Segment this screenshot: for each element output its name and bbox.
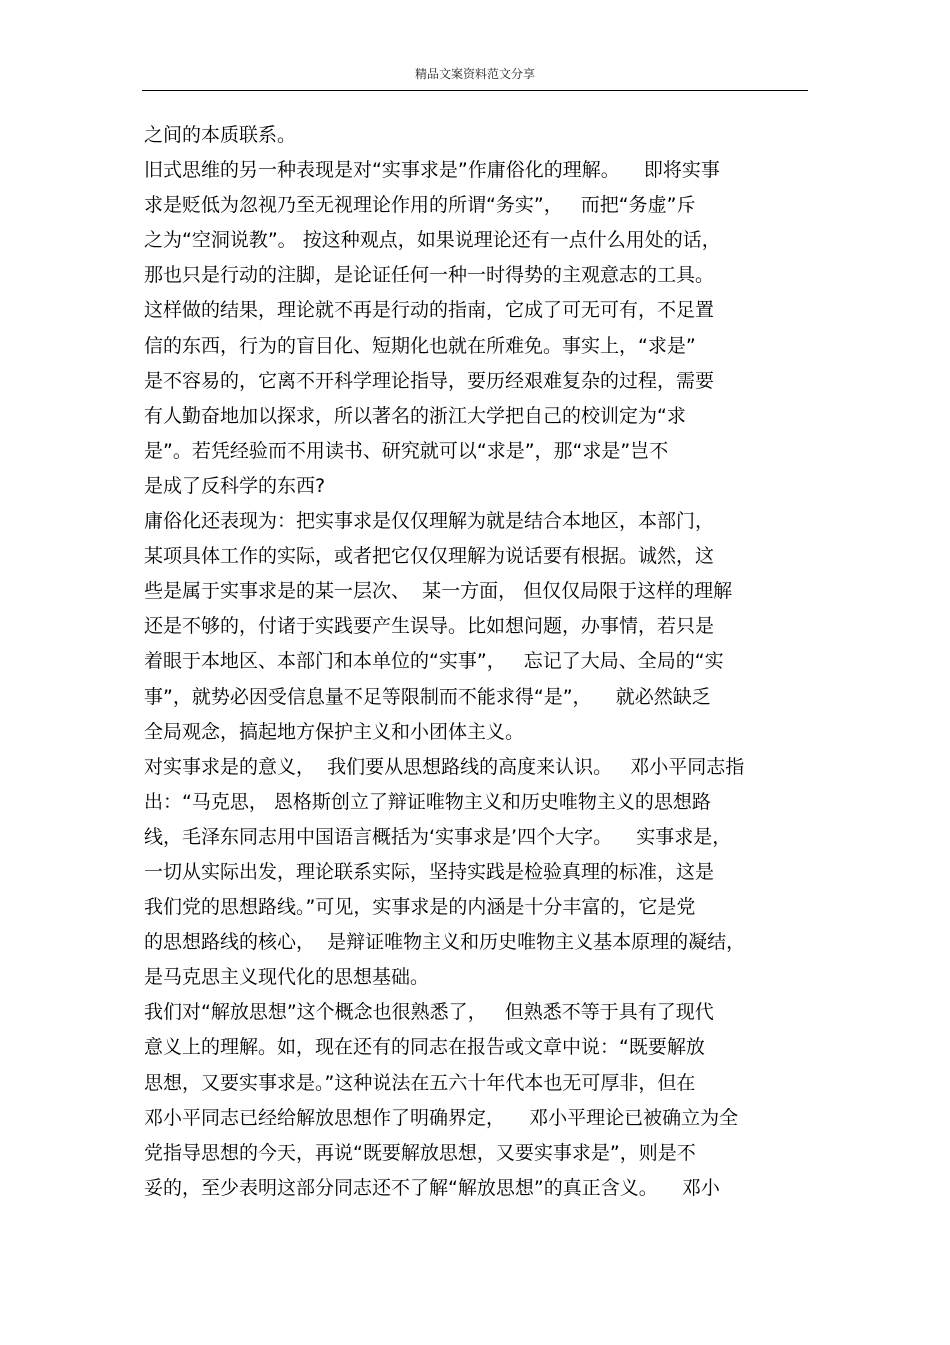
text-line: 信的东西，行为的盲目化、短期化也就在所难免。事实上，“求是” — [144, 334, 696, 357]
text-line: 是”。若凭经验而不用读书、研究就可以“求是”，那“求是”岂不 — [144, 439, 669, 462]
text-line: 是成了反科学的东西? — [144, 474, 326, 497]
text-line: 着眼于本地区、本部门和本单位的“实事”， 忘记了大局、全局的“实 — [144, 650, 724, 673]
header-divider — [142, 90, 808, 91]
text-line: 党指导思想的今天，再说“既要解放思想，又要实事求是”，则是不 — [144, 1141, 696, 1164]
text-line: 那也只是行动的注脚，是论证任何一种一时得势的主观意志的工具。 — [144, 264, 715, 287]
text-line: 有人勤奋地加以探求，所以著名的浙江大学把自己的校训定为“求 — [144, 404, 686, 427]
text-line: 求是贬低为忽视乃至无视理论作用的所谓“务实”， 而把“务虚”斥 — [144, 194, 696, 217]
text-line: 全局观念，搞起地方保护主义和小团体主义。 — [144, 720, 525, 743]
text-line: 出：“马克思， 恩格斯创立了辩证唯物主义和历史唯物主义的思想路 — [144, 790, 711, 813]
text-line: 我们党的思想路线。”可见，实事求是的内涵是十分丰富的，它是党 — [144, 896, 696, 919]
text-line: 的思想路线的核心， 是辩证唯物主义和历史唯物主义基本原理的凝结， — [144, 931, 746, 954]
text-line: 之间的本质联系。 — [144, 124, 297, 146]
text-line: 是马克思主义现代化的思想基础。 — [144, 966, 430, 989]
text-line: 还是不够的，付诸于实践要产生误导。比如想问题，办事情，若只是 — [144, 615, 715, 638]
text-line: 线，毛泽东同志用中国语言概括为‘实事求是’四个大字。 实事求是， — [144, 825, 732, 848]
text-line: 妥的，至少表明这部分同志还不了解“解放思想”的真正含义。 邓小 — [144, 1176, 720, 1199]
text-line: 是不容易的，它离不开科学理论指导，要历经艰难复杂的过程，需要 — [144, 369, 715, 392]
text-line: 我们对“解放思想”这个概念也很熟悉了， 但熟悉不等于具有了现代 — [144, 1001, 714, 1024]
text-line: 某项具体工作的实际，或者把它仅仅理解为说话要有根据。诚然，这 — [144, 545, 715, 568]
text-line: 庸俗化还表现为：把实事求是仅仅理解为就是结合本地区，本部门， — [144, 510, 715, 533]
text-line: 邓小平同志已经给解放思想作了明确界定， 邓小平理论已被确立为全 — [144, 1106, 739, 1129]
text-line: 事”，就势必因受信息量不足等限制而不能求得“是”， 就必然缺乏 — [144, 685, 711, 708]
text-line: 意义上的理解。如，现在还有的同志在报告或文章中说：“既要解放 — [144, 1036, 705, 1059]
text-line: 之为“空洞说教”。 按这种观点，如果说理论还有一点什么用处的话， — [144, 229, 721, 252]
page-header: 精品文案资料范文分享 — [414, 67, 535, 81]
text-line: 这样做的结果，理论就不再是行动的指南，它成了可无可有，不足置 — [144, 299, 715, 322]
document-body — [144, 118, 808, 1206]
text-line: 些是属于实事求是的某一层次、 某一方面， 但仅仅局限于这样的理解 — [144, 580, 733, 603]
text-line: 一切从实际出发，理论联系实际，坚持实践是检验真理的标准，这是 — [144, 860, 715, 883]
text-line: 思想，又要实事求是。”这种说法在五六十年代本也无可厚非，但在 — [144, 1071, 696, 1094]
text-line: 对实事求是的意义， 我们要从思想路线的高度来认识。 邓小平同志指 — [144, 755, 745, 778]
text-line: 旧式思维的另一种表现是对“实事求是”作庸俗化的理解。 即将实事 — [144, 159, 720, 182]
